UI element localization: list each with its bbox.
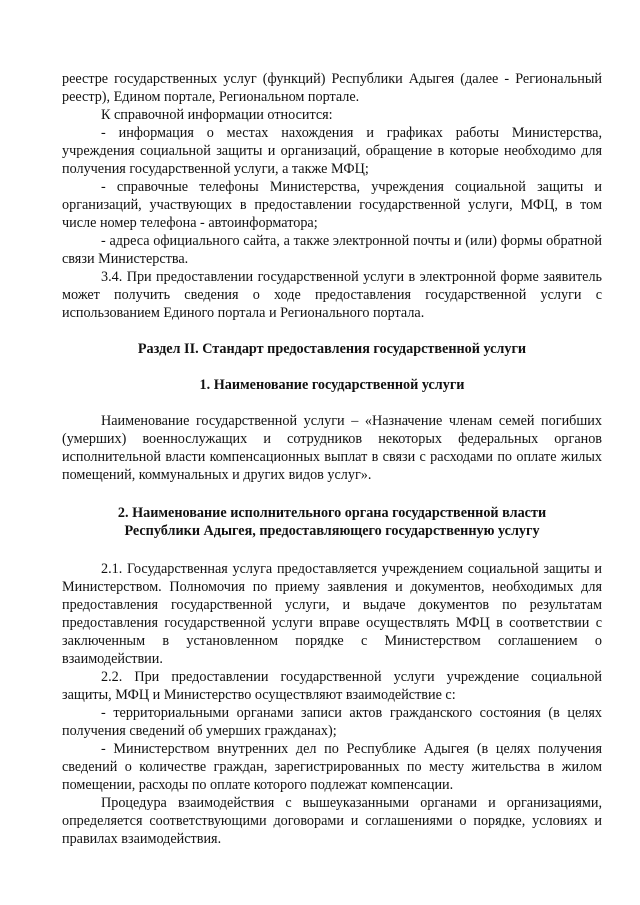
subsection-1-title: 1. Наименование государственной услуги <box>199 377 465 393</box>
paragraph-website-email: - адреса официального сайта, а также электронной почты и (или) формы обратной связи Министерства. <box>62 233 602 267</box>
spacer <box>62 394 602 412</box>
paragraph-civil-registry-bodies: - территориальными органами записи актов гражданского состояния (в целях получения сведений об умерших гражданах); <box>62 705 602 739</box>
paragraph-interaction-procedure: Процедура взаимодействия с вышеуказанными органами и организациями, определяется соответствующими договорами и соглашениями о порядке, условиях и правилах взаимодействия. <box>62 795 602 847</box>
paragraph-locations-schedules: - информация о местах нахождения и графиках работы Министерства, учреждения социальной защиты и организаций, обращение в которые необходимо для получения государственной услуги, а также МФЦ; <box>62 125 602 177</box>
paragraph-reference-phones: - справочные телефоны Министерства, учреждения социальной защиты и организаций, участвующих в предоставлении государственной услуги, МФЦ, в том числе номер телефона - автоинформатора; <box>62 179 602 231</box>
spacer <box>62 484 602 504</box>
section-title: Раздел II. Стандарт предоставления государственной услуги <box>137 341 527 357</box>
paragraph-2-1: 2.1. Государственная услуга предоставляется учреждением социальной защиты и Министерством. Полномочия по приему заявления и документов, необходимых для предоставления государственной услуги, и выдаче документов по результатам предоставления государственной услуги вправе осуществлять МФЦ в соответствии с заключенным в установленном порядке с Министерством соглашением о взаимодействии. <box>62 561 602 667</box>
spacer <box>62 322 602 340</box>
paragraph-reference-info-intro: К справочной информации относится: <box>101 107 333 123</box>
spacer <box>62 358 602 376</box>
spacer <box>62 540 602 560</box>
subsection-2-title-line-2: Республики Адыгея, предоставляющего государственную услугу <box>124 523 540 539</box>
paragraph-registry-continuation: реестре государственных услуг (функций) Республики Адыгея (далее - Региональный реестр), Едином портале, Региональном портале. <box>62 71 602 105</box>
paragraph-service-name: Наименование государственной услуги – «Назначение членам семей погибших (умерших) военнослужащих и сотрудников некоторых федеральных органов исполнительной власти компенсационных выплат в связи с расходами по оплате жилых помещений, коммунальных и других видов услуг». <box>62 413 602 483</box>
subsection-2-title-line-1: 2. Наименование исполнительного органа государственной власти <box>117 505 547 521</box>
paragraph-interior-ministry: - Министерством внутренних дел по Республике Адыгея (в целях получения сведений о количестве граждан, зарегистрированных по месту жительства в жилом помещении, расходы по оплате которого подлежат компенсации. <box>62 741 602 793</box>
paragraph-3-4-electronic-form: 3.4. При предоставлении государственной услуги в электронной форме заявитель может получить сведения о ходе предоставления государственной услуги с использованием Единого портала и Регионального портала. <box>62 269 602 321</box>
paragraph-2-2: 2.2. При предоставлении государственной услуги учреждение социальной защиты, МФЦ и Министерство осуществляют взаимодействие с: <box>62 669 602 703</box>
